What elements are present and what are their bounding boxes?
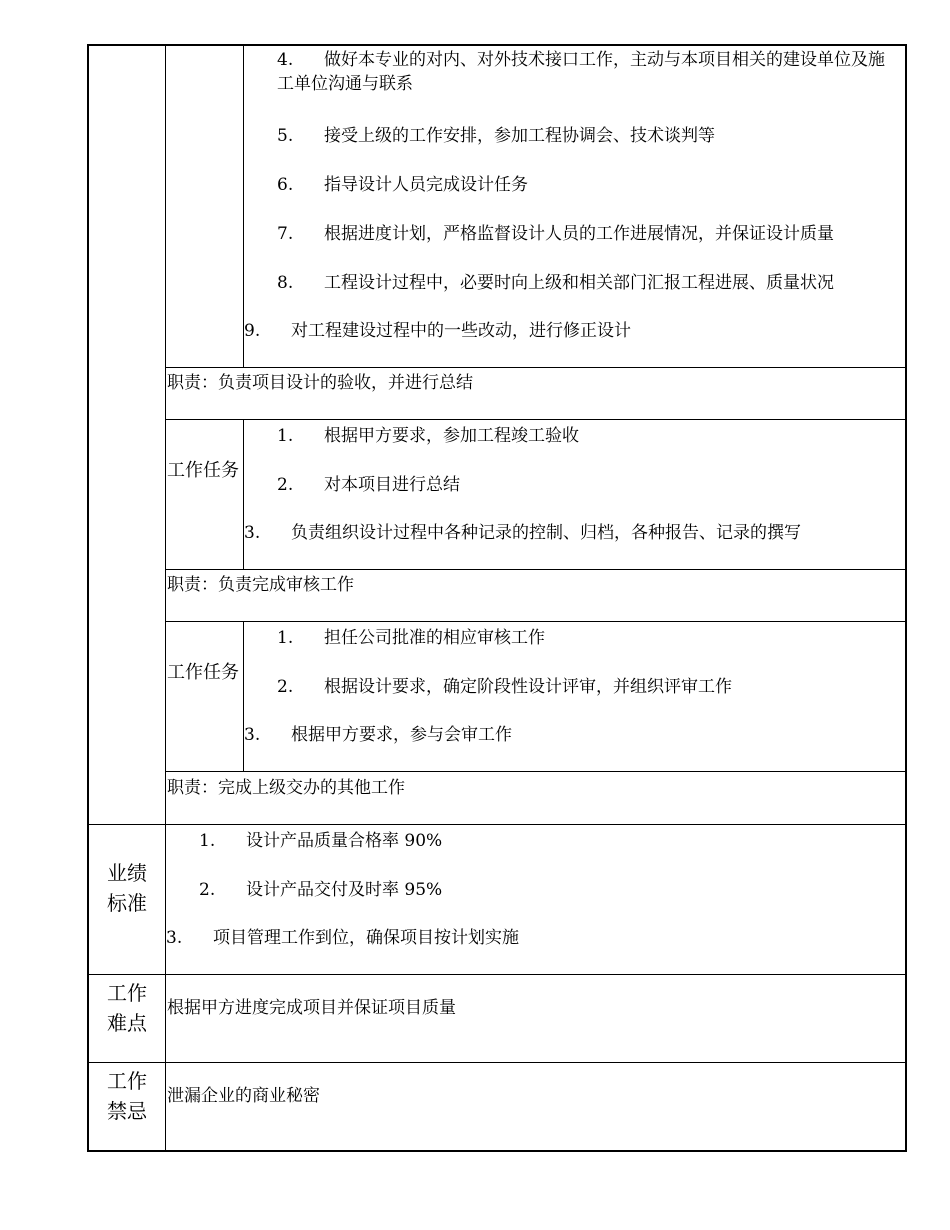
list-number: 3. xyxy=(166,928,183,948)
list-number: 3. xyxy=(244,523,261,543)
duty-row: 职责：完成上级交办的其他工作 xyxy=(167,778,405,798)
list-item: 做好本专业的对内、对外技术接口工作，主动与本项目相关的建设单位及施工单位沟通与联系 xyxy=(277,50,885,94)
divider-col2-b xyxy=(243,420,244,570)
hline-5 xyxy=(165,771,906,772)
border-top xyxy=(87,44,907,46)
list-item: 根据甲方要求，参加工程竣工验收 xyxy=(324,426,579,446)
hline-3 xyxy=(165,569,906,570)
list-number: 1. xyxy=(199,831,216,851)
row-header-performance: 业绩标准 xyxy=(107,861,147,915)
hline-6 xyxy=(87,824,906,825)
list-number: 9. xyxy=(244,321,261,341)
list-item: 指导设计人员完成设计任务 xyxy=(324,175,528,195)
row-header-difficulty: 工作难点 xyxy=(107,981,147,1035)
list-number: 1. xyxy=(277,426,294,446)
hline-2 xyxy=(165,419,906,420)
list-item: 根据进度计划，严格监督设计人员的工作进展情况，并保证设计质量 xyxy=(324,224,834,244)
list-number: 3. xyxy=(244,725,261,745)
hline-7 xyxy=(87,974,906,975)
duty-row: 职责：负责项目设计的验收，并进行总结 xyxy=(167,373,473,393)
difficulty-text: 根据甲方进度完成项目并保证项目质量 xyxy=(167,998,456,1018)
duty-row: 职责：负责完成审核工作 xyxy=(167,575,354,595)
list-number: 2. xyxy=(199,880,216,900)
list-item: 根据甲方要求，参与会审工作 xyxy=(291,725,512,745)
list-item: 对本项目进行总结 xyxy=(324,475,460,495)
list-item: 设计产品质量合格率 90% xyxy=(246,831,443,851)
task-label: 工作任务 xyxy=(167,662,239,683)
list-item: 工程设计过程中，必要时向上级和相关部门汇报工程进展、质量状况 xyxy=(324,273,834,293)
hline-1 xyxy=(165,367,906,368)
list-item: 项目管理工作到位，确保项目按计划实施 xyxy=(213,928,519,948)
list-item: 根据设计要求，确定阶段性设计评审，并组织评审工作 xyxy=(324,677,732,697)
list-number: 5. xyxy=(277,126,294,146)
list-number: 2. xyxy=(277,475,294,495)
list-item: 设计产品交付及时率 95% xyxy=(246,880,443,900)
list-item: 负责组织设计过程中各种记录的控制、归档，各种报告、记录的撰写 xyxy=(291,523,801,543)
taboo-text: 泄漏企业的商业秘密 xyxy=(167,1086,320,1106)
list-item: 担任公司批准的相应审核工作 xyxy=(324,628,545,648)
task-label: 工作任务 xyxy=(167,460,239,481)
list-number: 8. xyxy=(277,273,294,293)
list-number: 7. xyxy=(277,224,294,244)
list-number: 4. xyxy=(277,50,294,70)
hline-4 xyxy=(165,621,906,622)
list-number: 6. xyxy=(277,175,294,195)
list-number: 1. xyxy=(277,628,294,648)
list-item: 接受上级的工作安排，参加工程协调会、技术谈判等 xyxy=(324,126,715,146)
list-item: 对工程建设过程中的一些改动，进行修正设计 xyxy=(291,321,631,341)
row-header-taboo: 工作禁忌 xyxy=(107,1069,147,1123)
list-number: 2. xyxy=(277,677,294,697)
border-bottom xyxy=(87,1150,907,1152)
divider-col2-c xyxy=(243,622,244,772)
border-right xyxy=(905,44,907,1152)
hline-8 xyxy=(87,1062,906,1063)
